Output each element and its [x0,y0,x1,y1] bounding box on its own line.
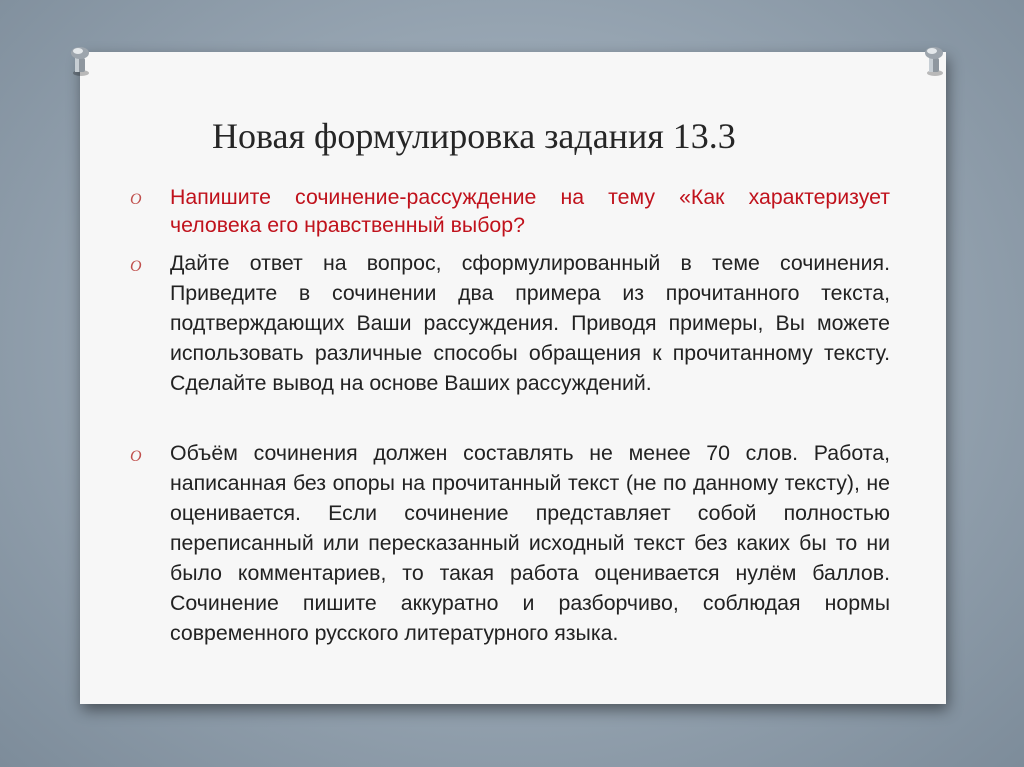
list-item-text: Дайте ответ на вопрос, сформулированный в теме сочинения. Приведите в сочинении два примера из прочитанного текста, подтверждающих Ваши рассуждения. Приводя примеры, Вы можете использовать различные способы обращения к прочитанному тексту. Сделайте вывод на основе Ваших рассуждений. [170,251,890,395]
slide-title: Новая формулировка задания 13.3 [212,116,736,156]
bullet-icon: O [130,191,142,208]
list-item-text: Объём сочинения должен составлять не менее 70 слов. Работа, написанная без опоры на прочитанный текст (не по данному тексту), не оценивается. Если сочинение представляет собой полностью переписанный или пересказанный исходный текст без каких бы то ни было комментариев, то такая работа оценивается нулём баллов. Сочинение пишите аккуратно и разборчиво, соблюдая нормы современного русского литературного языка. [170,441,890,645]
list-item-text: Напишите сочинение-рассуждение на тему «Как характеризует человека его нравственный выбор? [170,185,890,237]
bullet-icon: O [130,258,142,275]
pushpin-icon [920,44,948,78]
pushpin-icon [66,44,94,78]
bullet-icon: O [130,448,142,465]
